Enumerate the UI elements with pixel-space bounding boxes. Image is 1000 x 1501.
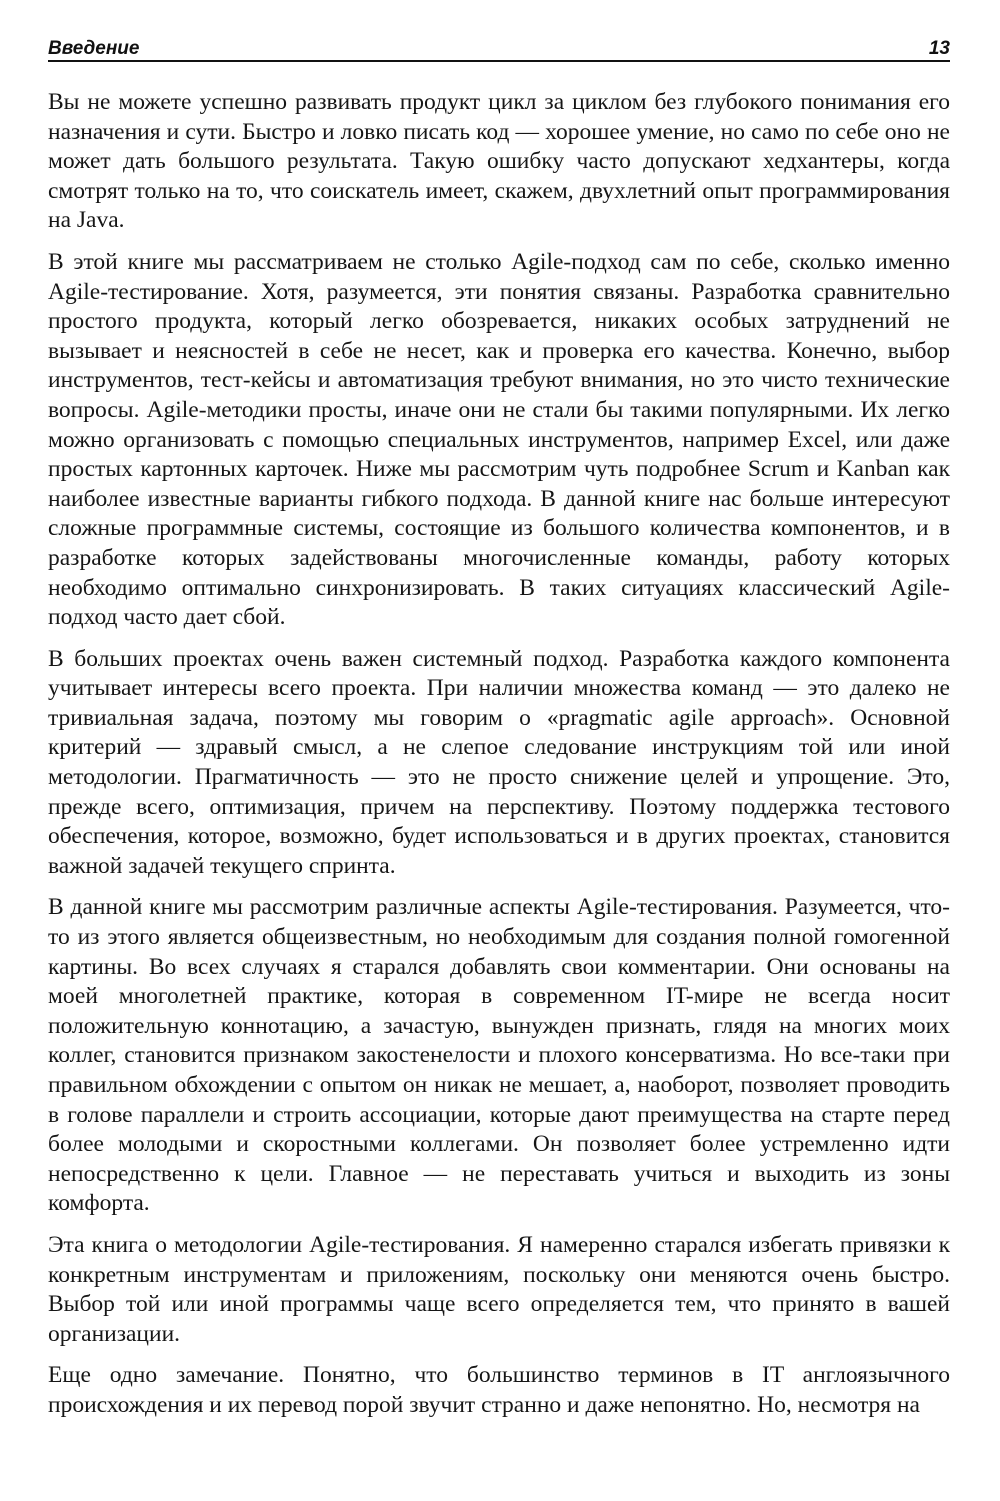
body-text — [48, 88, 950, 1433]
page-number: 13 — [928, 38, 950, 59]
paragraph: Вы не можете успешно развивать продукт цикл за циклом без глубокого понимания его назначения и сути. Быстро и ловко писать код — хорошее умение, но само по себе оно не может дать большого результата. Такую ошибку часто допускают хедхантеры, когда смотрят только на то, что соискатель имеет, скажем, двухлетний опыт программирования на Java. — [48, 89, 950, 234]
paragraph: В данной книге мы рассмотрим различные аспекты Agile-тестирования. Разумеется, что-то из этого является общеизвестным, но необходимым для создания полной гомогенной картины. Во всех случаях я старался добавлять свои комментарии. Они основаны на моей многолетней практике, которая в современном IT-мире не всегда носит положительную коннотацию, а зачастую, вынужден признать, глядя на многих моих коллег, становится признаком закостенелости и плохого консерватизма. Но все-таки при правильном обхождении с опытом он никак не мешает, а, наоборот, позволяет проводить в голове параллели и строить ассоциации, которые дают преимущества на старте перед более молодыми и скоростными коллегами. Он позволяет более устремленно идти непосредственно к цели. Главное — не переставать учиться и выходить из зоны комфорта. — [48, 894, 950, 1217]
paragraph: Еще одно замечание. Понятно, что большинство терминов в IT англоязычного происхождения и их перевод порой звучит странно и даже непонятно. Но, несмотря на — [48, 1362, 950, 1418]
chapter-title: Введение — [48, 38, 140, 59]
running-head — [48, 38, 950, 62]
paragraph: В этой книге мы рассматриваем не столько Agile-подход сам по себе, сколько именно Agile-тестирование. Хотя, разумеется, эти понятия связаны. Разработка сравнительно простого продукта, который легко обозревается, никаких особых затруднений не вызывает и неясностей в себе не несет, как и проверка его качества. Конечно, выбор инструментов, тест-кейсы и автоматизация требуют внимания, но это чисто технические вопросы. Agile-методики просты, иначе они не стали бы такими популярными. Их легко можно организовать с помощью специальных инструментов, например Excel, или даже простых картонных карточек. Ниже мы рассмотрим чуть подробнее Scrum и Kanban как наиболее известные варианты гибкого подхода. В данной книге нас больше интересуют сложные программные системы, состоящие из большого количества компонентов, и в разработке которых задействованы многочисленные команды, работу которых необходимо оптимально синхронизировать. В таких ситуациях классический Agile-подход часто дает сбой. — [48, 248, 950, 631]
paragraph: В больших проектах очень важен системный подход. Разработка каждого компонента учитывает интересы всего проекта. При наличии множества команд — это далеко не тривиальная задача, поэтому мы говорим о «pragmatic agile approach». Основной критерий — здравый смысл, а не слепое следование инструкциям той или иной методологии. Прагматичность — это не просто снижение целей и упрощение. Это, прежде всего, оптимизация, причем на перспективу. Поэтому поддержка тестового обеспечения, которое, возможно, будет использоваться и в других проектах, становится важной задачей текущего спринта. — [48, 645, 950, 879]
paragraph: Эта книга о методологии Agile-тестирования. Я намеренно старался избегать привязки к конкретным инструментам и приложениям, поскольку они меняются очень быстро. Выбор той или иной программы чаще всего определяется тем, что принято в вашей организации. — [48, 1231, 950, 1347]
